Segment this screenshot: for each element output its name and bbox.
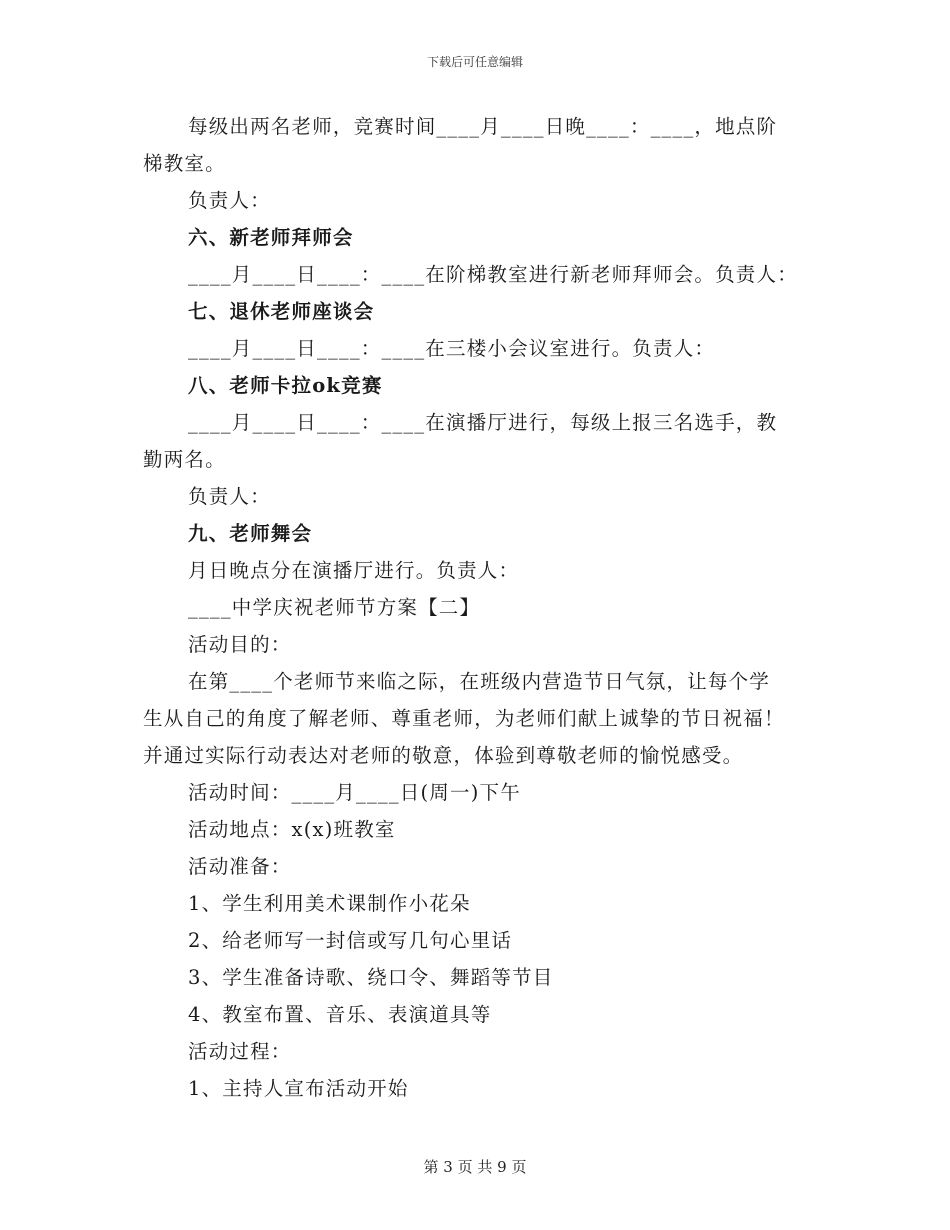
section-heading: 七、退休老师座谈会	[188, 300, 375, 323]
list-item: 1、学生利用美术课制作小花朵	[188, 892, 471, 915]
paragraph-line: 负责人：	[188, 485, 271, 508]
paragraph-line: 活动时间：____月____日(周一)下午	[188, 781, 521, 804]
section-heading: 六、新老师拜师会	[188, 226, 354, 249]
paragraph-line: ____月____日____：____在三楼小会议室进行。负责人：	[188, 337, 716, 360]
paragraph-line: ____中学庆祝老师节方案【二】	[188, 596, 481, 619]
paragraph-line: ____月____日____：____在阶梯教室进行新老师拜师会。负责人：	[188, 263, 798, 286]
paragraph-line: 月日晚点分在演播厅进行。负责人：	[188, 559, 520, 582]
section-heading: 九、老师舞会	[188, 522, 313, 545]
paragraph-line: 在第____个老师节来临之际，在班级内营造节日气氛，让每个学	[188, 670, 771, 693]
paragraph-line: 每级出两名老师，竞赛时间____月____日晚____：____，地点阶	[188, 115, 778, 138]
paragraph-line: 活动准备：	[188, 855, 292, 878]
list-item: 2、给老师写一封信或写几句心里话	[188, 929, 513, 952]
paragraph-line: 活动目的：	[188, 633, 292, 656]
paragraph-line: 梯教室。	[143, 152, 226, 175]
page-footer: 第 3 页 共 9 页	[423, 1158, 527, 1176]
page-header: 下载后可任意编辑	[426, 55, 523, 69]
paragraph-line: 并通过实际行动表达对老师的敬意，体验到尊敬老师的愉悦感受。	[143, 744, 744, 767]
list-item: 4、教室布置、音乐、表演道具等	[188, 1003, 492, 1026]
paragraph-line: 负责人：	[188, 189, 271, 212]
paragraph-line: 生从自己的角度了解老师、尊重老师，为老师们献上诚挚的节日祝福！	[143, 707, 785, 730]
list-item: 3、学生准备诗歌、绕口令、舞蹈等节目	[188, 966, 554, 989]
paragraph-line: 活动地点：x(x)班教室	[188, 818, 396, 841]
paragraph-line: 勤两名。	[143, 448, 226, 471]
paragraph-line: 活动过程：	[188, 1040, 292, 1063]
list-item: 1、主持人宣布活动开始	[188, 1077, 409, 1100]
paragraph-line: ____月____日____：____在演播厅进行，每级上报三名选手，教	[188, 411, 778, 434]
section-heading: 八、老师卡拉ok竞赛	[188, 374, 383, 397]
